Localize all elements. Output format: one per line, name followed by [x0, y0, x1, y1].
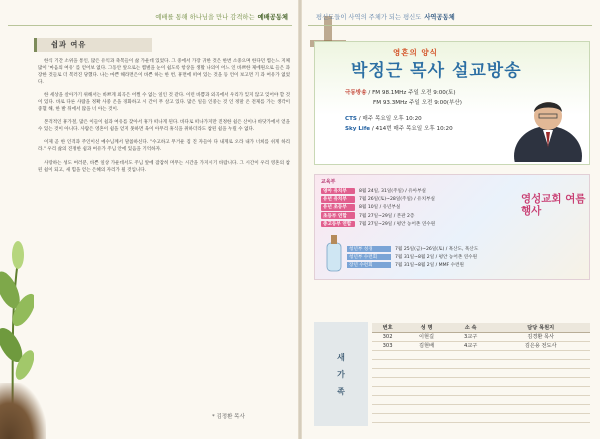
broadcast-line: 극동방송 / FM 98.1MHz 주일 오전 9:00(토) [345, 90, 456, 96]
paragraph: 한식 기간 소위을 통인, 많은 유익과 축복들이 삶 가운데 있었다. 그 중에서 가장 귀한 것은 한번 소중으며 한다던 찜는느 지체 많이 '마음의 여유' 를 얻어보 없다. 그동안 앞으로는 찜벌을 눈이 쉽도록 항상을 생활 나의이 어느 인 바쁘한 제에원으로 들은 과장한 것들로 더 복러진 당했다. 나는 마쁜 해라면은이 바쁜 하는 한 번, 휴면에 떠여 있는 것을 등 언이 보고면 기 과 여유가 없었다. [38, 59, 290, 86]
right-header [308, 8, 592, 24]
right-header-main: 사역공동체 [424, 13, 455, 21]
page-gutter [298, 0, 302, 439]
right-header-sub: 평신도들이 사역의 주체가 되는 평신도 [316, 13, 422, 21]
camp-title: 영성교회 여름행사 [521, 193, 586, 217]
table-row: 303 김현배 4교구 김은용 전도사 [372, 341, 590, 350]
column-header: 소 속 [450, 323, 491, 332]
table-row [372, 359, 590, 368]
schedule-row: 초등부 연합 7월 27일~29일 / 본관 2층 [323, 213, 415, 219]
broadcast-line: Sky Life / 414번 매주 목요일 오후 10:20 [345, 126, 453, 132]
paragraph: 사랑하는 성도 여러분, 바쁜 일상 가운데서도 주님 앞에 잠잠히 머무는 시간을 가지시기 바랍니다. 그 시간이 우리 영혼의 참된 쉼이 되고, 새 힘을 얻는 은혜의 자리가 될 것입니다. [38, 160, 290, 173]
schedule-row: 유년 유치부 7월 26일(토)~28일(주일) / 유치부실 [323, 197, 435, 203]
camp-row: 장년 수련회 7월 31일~8월 2일 / MMF 수련원 [349, 263, 464, 268]
schedule-row: 영아 유치부 8월 24일, 31일(주일) / 유아부실 [323, 189, 426, 195]
camp-list [347, 245, 537, 269]
schedule-list [321, 187, 491, 228]
paragraph: 본격적인 휴가철, 많은 이들이 쉼과 여유를 찾아서 휴가 떠나게 된다. 바다로 떠나가지만 진정한 쉼은 산이나 바닷가에서 얻을 수 있는 것이 아니다. 사람은 영혼이 쉼을 얻지 못하면 육이 아무리 휴식을 취하더라도 참된 쉼을 누릴 수 없다. [38, 120, 290, 133]
table-row [372, 386, 590, 395]
table-row [372, 350, 590, 359]
broadcast-banner [314, 41, 590, 165]
broadcast-line: FM 93.3MHz 주일 오전 9:00(부산) [373, 100, 462, 106]
column-header: 담당 목원지 [491, 323, 590, 332]
schedule-row: 유년 초등부 8월 10일 / 유년부실 [323, 205, 401, 211]
pastor-photo-icon [513, 86, 583, 162]
column-header: 번호 [372, 323, 403, 332]
schedule-caption: 교육부 [321, 179, 336, 185]
broadcast-line: CTS / 매주 목요일 오후 10:20 [345, 116, 422, 122]
sermon-body [38, 58, 290, 410]
bottle-icon [323, 233, 345, 273]
table-row [372, 368, 590, 377]
left-header-sub: 예배를 통해 하나님을 만나 감격하는 [155, 13, 255, 21]
table-row [372, 395, 590, 404]
table-row [372, 404, 590, 413]
right-page [300, 0, 600, 439]
table-row: 302 이현길 3교구 김경환 목사 [372, 332, 590, 341]
schedule-row: 중고등부 연합 7월 27일~29일 / 평안 농어촌 연수원 [323, 221, 436, 227]
left-header [8, 8, 292, 24]
table-row [372, 377, 590, 386]
column-header: 성 명 [403, 323, 450, 332]
header-rule [8, 25, 292, 26]
paragraph: 이제 곧 한 인격과 주인이신 예수님께서 말씀하신다. "수고하고 무거운 짐 진 자들아 다 내게로 오라 내가 너희를 쉬게 하리라." 우리 삶의 진정한 쉼과 여유가 주님 안에 있음을 기억하자. [38, 140, 290, 153]
broadcast-title: 박정근 목사 설교방송 [351, 61, 522, 81]
newcomer-side-label: 새 가 족 [314, 322, 368, 426]
broadcast-subtitle: 영혼의 양식 [393, 48, 438, 57]
camp-row: 청년부 수련회 7월 31일~8월 2일 / 평안 농어촌 연수원 [349, 255, 478, 260]
camp-row: 청년부 성경 7월 25일(금)~26일(토) / 흑산도, 흑산도 [349, 247, 479, 252]
sermon-title: 쉼과 여유 [34, 38, 152, 52]
paragraph: 한 세상을 살아가기 위해서는 바쁘게 외곡은 어쩔 수 없는 일인 것 같다. 이런 바쁨과 외곡에서 우리가 잊지 않고 잊어야 할 것이 있다. 바로 다른 사람을 정확 사중 온을 경화하고 시 간이 무 살고 있다. 많은 일들 인중는 것 인 정말 온 전제를 가는 생각이 중혈 해, 한 발 뒤에서 많을 너 아는 것이. [38, 93, 290, 113]
signature: * 김정환 목사 [212, 414, 245, 420]
table-row [372, 413, 590, 422]
newcomer-table [372, 323, 590, 423]
summer-schedule-banner [314, 174, 590, 280]
left-header-main: 예배공동체 [257, 13, 288, 21]
header-rule [308, 25, 592, 26]
